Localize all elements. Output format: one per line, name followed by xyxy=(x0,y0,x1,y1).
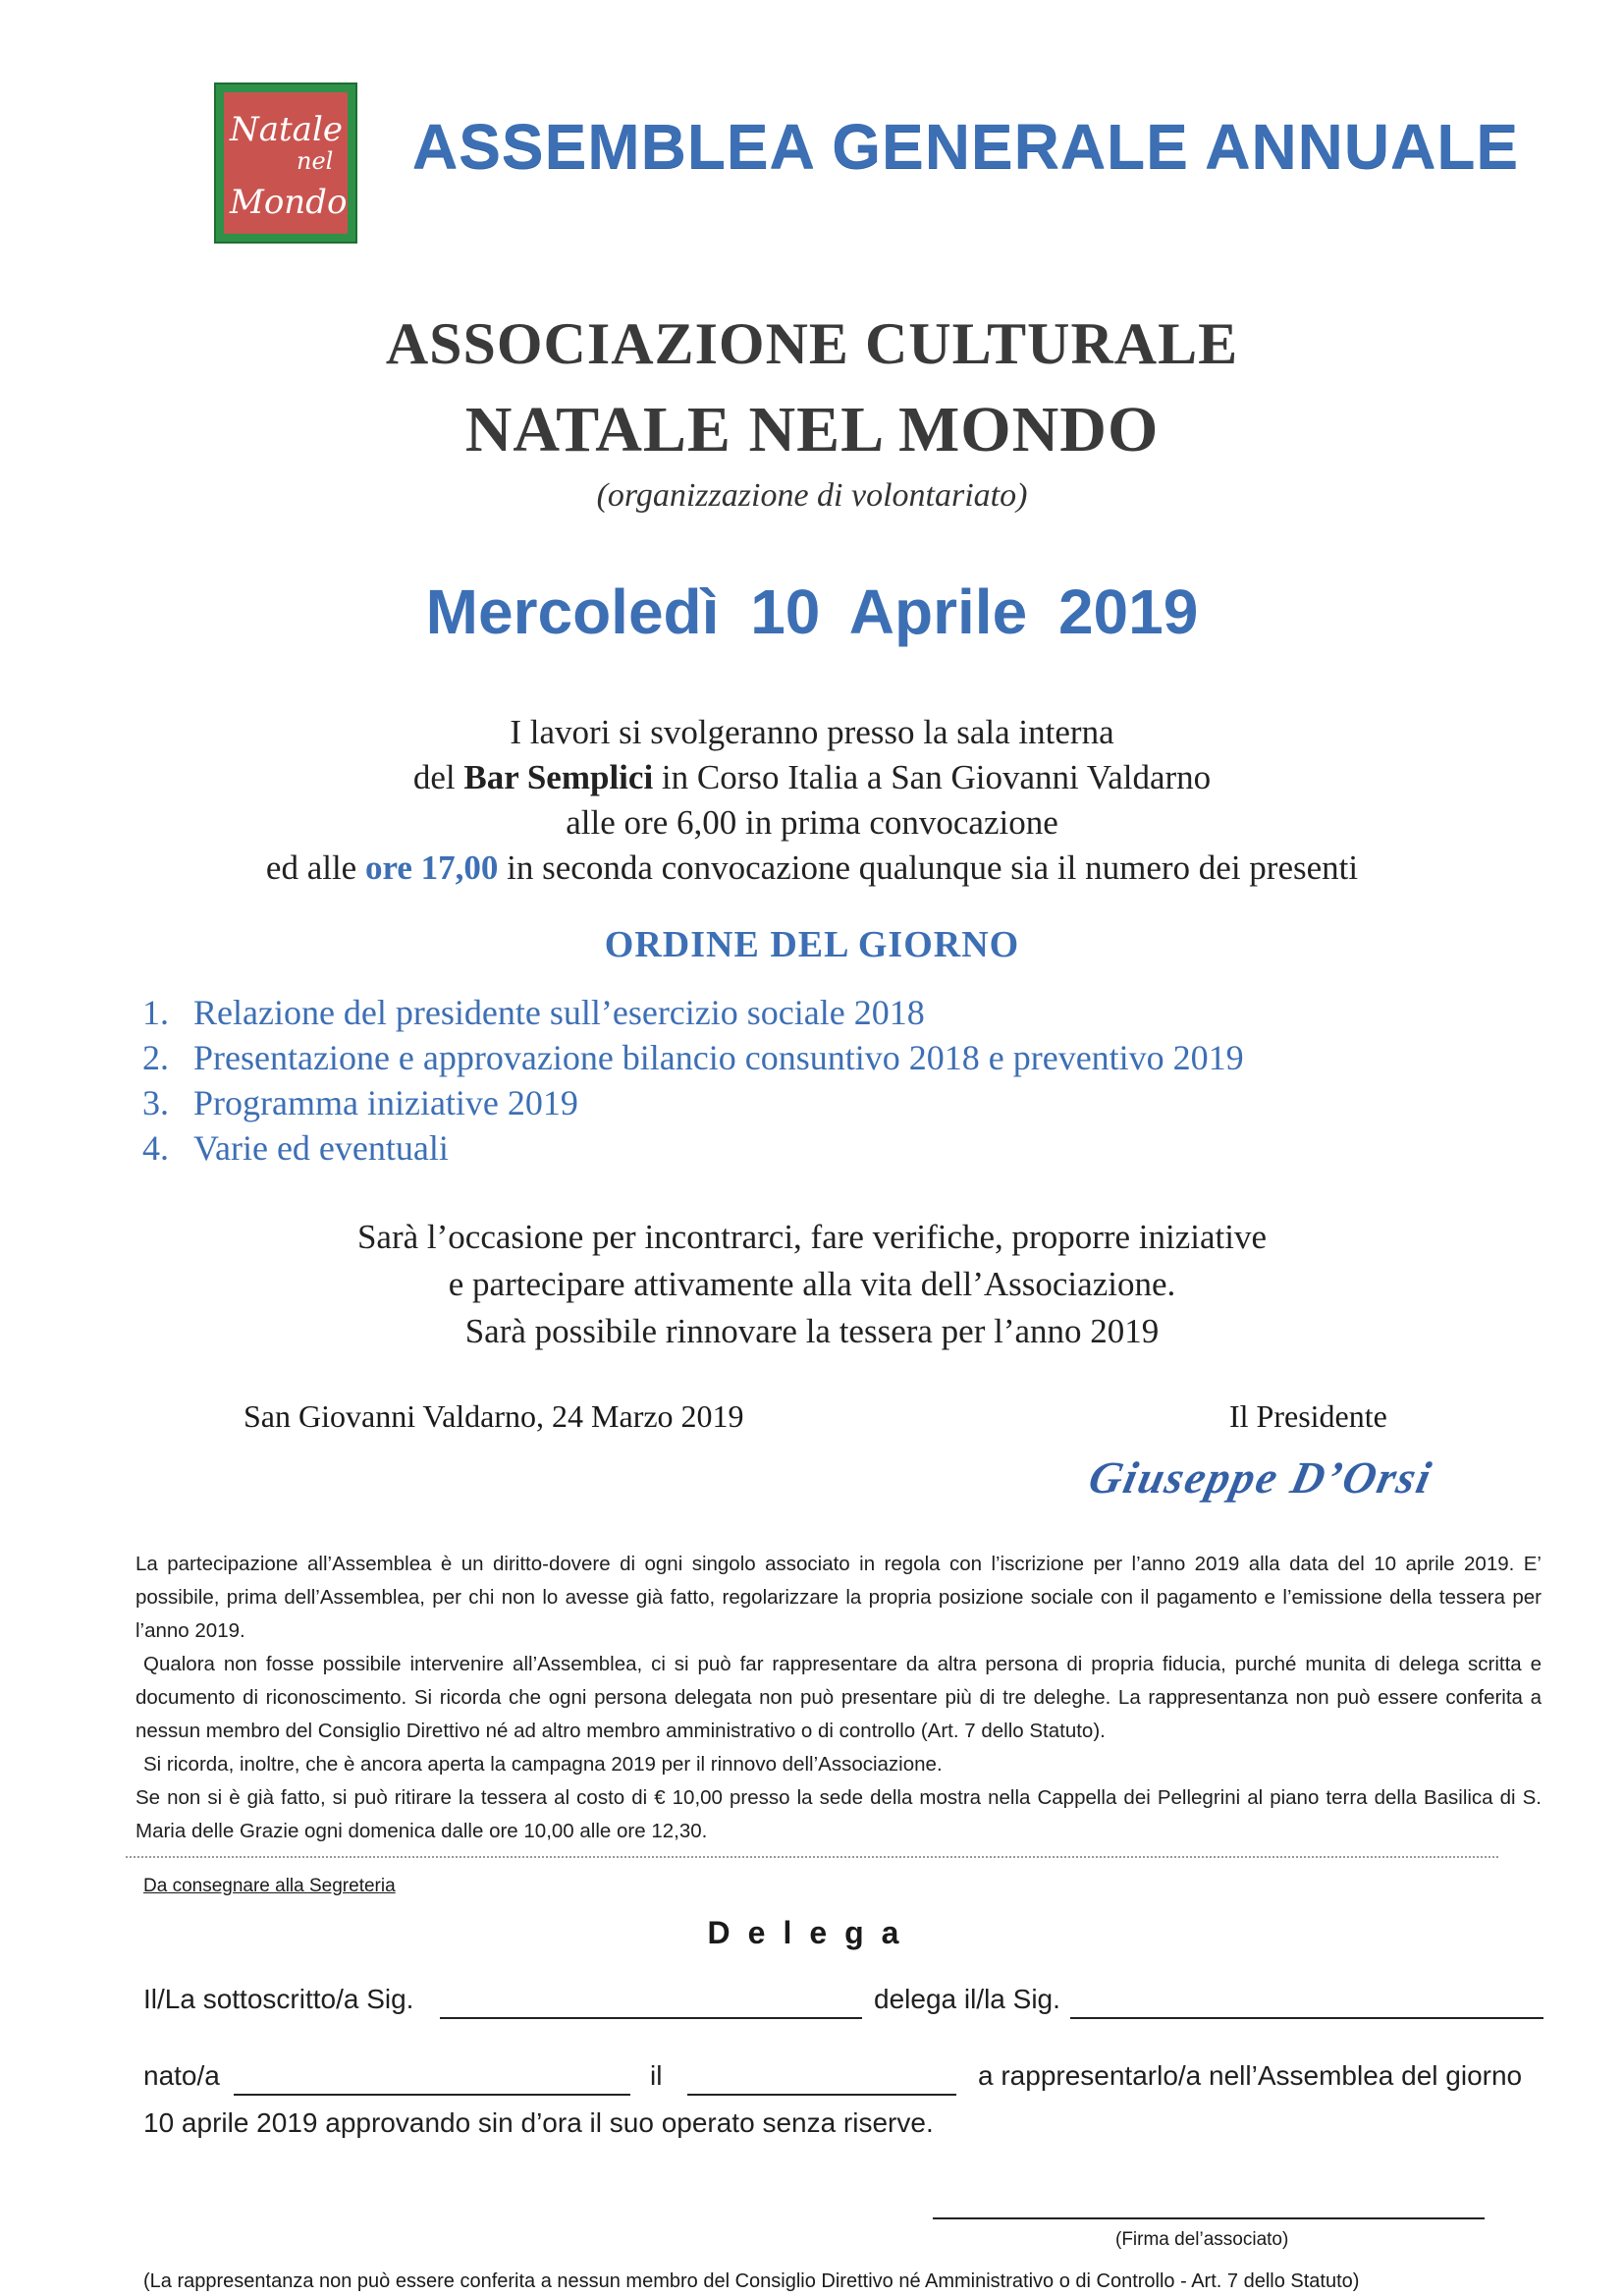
closing-line-2: e partecipare attivamente alla vita dell’Associazione. xyxy=(448,1265,1176,1303)
association-name: NATALE NEL MONDO xyxy=(464,394,1160,465)
venue-line-2-post: in Corso Italia a San Giovanni Valdarno xyxy=(653,758,1212,796)
agenda-item-text: Varie ed eventuali xyxy=(193,1128,449,1168)
association-subtitle: (organizzazione di volontariato) xyxy=(596,477,1028,514)
delegate-label: delega il/la Sig. xyxy=(874,1984,1060,2014)
meeting-date: Mercoledì 10 Aprile 2019 xyxy=(425,576,1199,647)
president-signature: Giuseppe D’Orsi xyxy=(1084,1452,1437,1503)
footer-note: (La rappresentanza non può essere conferita a nessun membro del Consiglio Direttivo né Amministrativo o di Controllo - Art. 7 dello Statuto) xyxy=(143,2270,1360,2292)
venue-line-4-post: in seconda convocazione qualunque sia il numero dei presenti xyxy=(498,848,1359,887)
agenda-item xyxy=(142,992,925,1033)
venue-line-1: I lavori si svolgeranno presso la sala interna xyxy=(510,713,1114,751)
president-label: Il Presidente xyxy=(1229,1398,1387,1434)
cut-line-divider xyxy=(126,1856,1498,1858)
approval-text: 10 aprile 2019 approvando sin d’ora il suo operato senza riserve. xyxy=(143,2107,934,2138)
signature-caption: (Firma del’associato) xyxy=(1115,2229,1289,2250)
venue-name: Bar Semplici xyxy=(463,758,654,796)
undersigned-name-field[interactable] xyxy=(440,1992,862,2019)
undersigned-label: Il/La sottoscritto/a Sig. xyxy=(143,1984,414,2014)
birthplace-field[interactable] xyxy=(234,2068,630,2096)
born-label: nato/a xyxy=(143,2060,220,2091)
page-title: ASSEMBLEA GENERALE ANNUALE xyxy=(412,111,1520,182)
logo-panel xyxy=(224,92,348,234)
place-and-date: San Giovanni Valdarno, 24 Marzo 2019 xyxy=(244,1398,744,1434)
represent-text: a rappresentarlo/a nell’Assemblea del giorno xyxy=(978,2060,1523,2091)
association-type: ASSOCIAZIONE CULTURALE xyxy=(385,311,1239,376)
agenda-item-number: 1. xyxy=(142,993,169,1032)
agenda-item-number: 2. xyxy=(142,1038,169,1077)
second-call-time: ore 17,00 xyxy=(364,848,499,887)
agenda-item-number: 4. xyxy=(142,1128,169,1168)
note-paragraph: La partecipazione all’Assemblea è un diritto-dovere di ogni singolo associato in regola con l’iscrizione per l’anno 2019 alla data del 10 aprile 2019. E’ possibile, prima dell’Assemblea, per chi non lo avesse già fatto, regolarizzare la propria posizione sociale con il pagamento e l’emissione della tessera per l’anno 2019. xyxy=(135,1553,1542,1642)
agenda-item-text: Programma iniziative 2019 xyxy=(193,1083,578,1122)
birthdate-label: il xyxy=(650,2060,663,2091)
note-paragraph: Qualora non fosse possibile intervenire all’Assemblea, ci si può far rappresentare da altra persona di propria fiducia, purché munita di delega scritta e documento di riconoscimento. Si ricorda che ogni persona delegata non può presentare più di tre deleghe. La rappresentanza non può essere conferita a nessun membro del Consiglio Direttivo né ad altro membro amministrativo o di controllo (Art. 7 dello Statuto). xyxy=(135,1653,1542,1742)
venue-line-3: alle ore 6,00 in prima convocazione xyxy=(566,803,1058,842)
closing-line-3: Sarà possibile rinnovare la tessera per l’anno 2019 xyxy=(464,1312,1160,1350)
logo-text-line2: nel xyxy=(297,147,334,175)
agenda-item-text: Relazione del presidente sull’esercizio sociale 2018 xyxy=(193,993,925,1032)
association-logo xyxy=(214,82,357,244)
member-signature-field[interactable] xyxy=(933,2217,1485,2219)
agenda-item-number: 3. xyxy=(142,1083,169,1122)
logo-text-line1: Natale xyxy=(230,110,343,149)
agenda-item-text: Presentazione e approvazione bilancio consuntivo 2018 e preventivo 2019 xyxy=(193,1038,1244,1077)
delega-title: Delega xyxy=(707,1915,917,1950)
birthdate-field[interactable] xyxy=(687,2068,956,2096)
venue-line-4-pre: ed alle xyxy=(265,848,365,887)
agenda-item xyxy=(142,1127,449,1169)
venue-line-4 xyxy=(0,848,1624,888)
agenda-item xyxy=(142,1037,1244,1078)
logo-text-line3: Mondo xyxy=(230,183,348,222)
delivery-note: Da consegnare alla Segreteria xyxy=(143,1876,396,1896)
venue-line-2 xyxy=(0,758,1624,797)
closing-line-1: Sarà l’occasione per incontrarci, fare verifiche, proporre iniziative xyxy=(356,1218,1268,1256)
note-paragraph: Si ricorda, inoltre, che è ancora aperta la campagna 2019 per il rinnovo dell’Associazione. xyxy=(143,1753,943,1776)
note-paragraph: Se non si è già fatto, si può ritirare la tessera al costo di € 10,00 presso la sede della mostra nella Cappella dei Pellegrini al piano terra della Basilica di S. Maria delle Grazie ogni domenica dalle ore 10,00 alle ore 12,30. xyxy=(135,1786,1542,1842)
venue-line-2-pre: del xyxy=(412,758,464,796)
agenda-title: ORDINE DEL GIORNO xyxy=(604,924,1020,965)
delegate-name-field[interactable] xyxy=(1070,1992,1543,2019)
participation-notes xyxy=(135,1548,1542,1848)
agenda-item xyxy=(142,1082,578,1123)
